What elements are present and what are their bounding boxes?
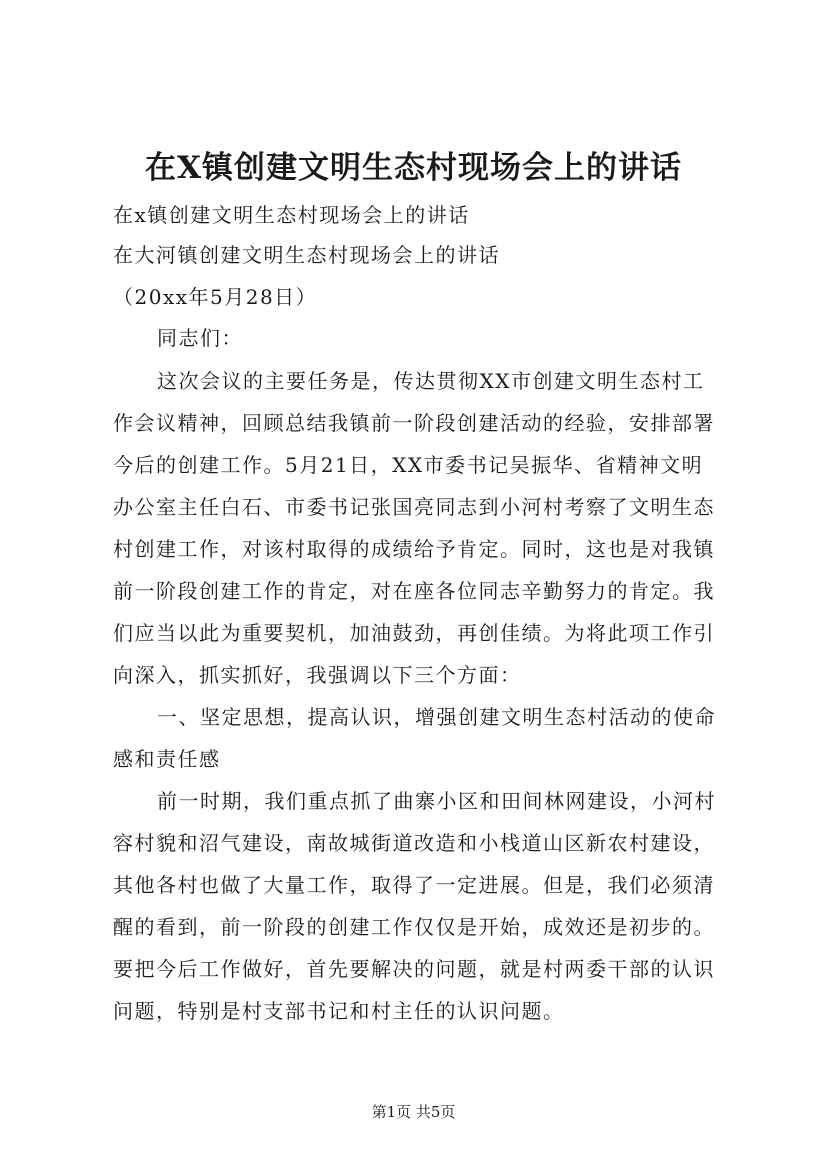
text-line: 今后的创建工作。5月21日，XX市委书记吴振华、省精神文明 (113, 453, 704, 477)
text-line: 这次会议的主要任务是，传达贯彻XX市创建文明生态村工 (157, 369, 705, 393)
text-line: 醒的看到，前一阶段的创建工作仅仅是开始，成效还是初步的。 (113, 915, 715, 939)
text-line: 容村貌和沼气建设，南故城街道改造和小栈道山区新农村建设， (113, 831, 715, 855)
section-heading-line: 一、坚定思想，提高认识，增强创建文明生态村活动的使命 (157, 705, 716, 729)
text-line: 问题，特别是村支部书记和村主任的认识问题。 (113, 999, 565, 1023)
text-line-date: （20xx年5月28日） (113, 285, 318, 309)
text-line: 前一阶段创建工作的肯定，对在座各位同志辛勤努力的肯定。我 (113, 579, 715, 603)
text-line-greeting: 同志们： (157, 326, 243, 350)
text-line-subtitle: 在x镇创建文明生态村现场会上的讲话 (113, 203, 470, 227)
section-heading-line: 感和责任感 (113, 747, 221, 771)
document-title: 在X镇创建文明生态村现场会上的讲话 (144, 150, 683, 186)
text-line: 要把今后工作做好，首先要解决的问题，就是村两委干部的认识 (113, 957, 715, 981)
text-line: 向深入，抓实抓好，我强调以下三个方面： (113, 663, 522, 687)
text-line: 作会议精神，回顾总结我镇前一阶段创建活动的经验，安排部署 (113, 411, 715, 435)
text-line: 前一时期，我们重点抓了曲寨小区和田间林网建设，小河村 (157, 789, 716, 813)
text-line: 们应当以此为重要契机，加油鼓劲，再创佳绩。为将此项工作引 (113, 621, 715, 645)
page-number-footer: 第1页 共5页 (371, 1103, 456, 1121)
text-line: 办公室主任白石、市委书记张国亮同志到小河村考察了文明生态 (113, 495, 715, 519)
text-line-subtitle-2: 在大河镇创建文明生态村现场会上的讲话 (113, 243, 500, 267)
text-line: 其他各村也做了大量工作，取得了一定进展。但是，我们必须清 (113, 873, 715, 897)
text-line: 村创建工作，对该村取得的成绩给予肯定。同时，这也是对我镇 (113, 537, 715, 561)
